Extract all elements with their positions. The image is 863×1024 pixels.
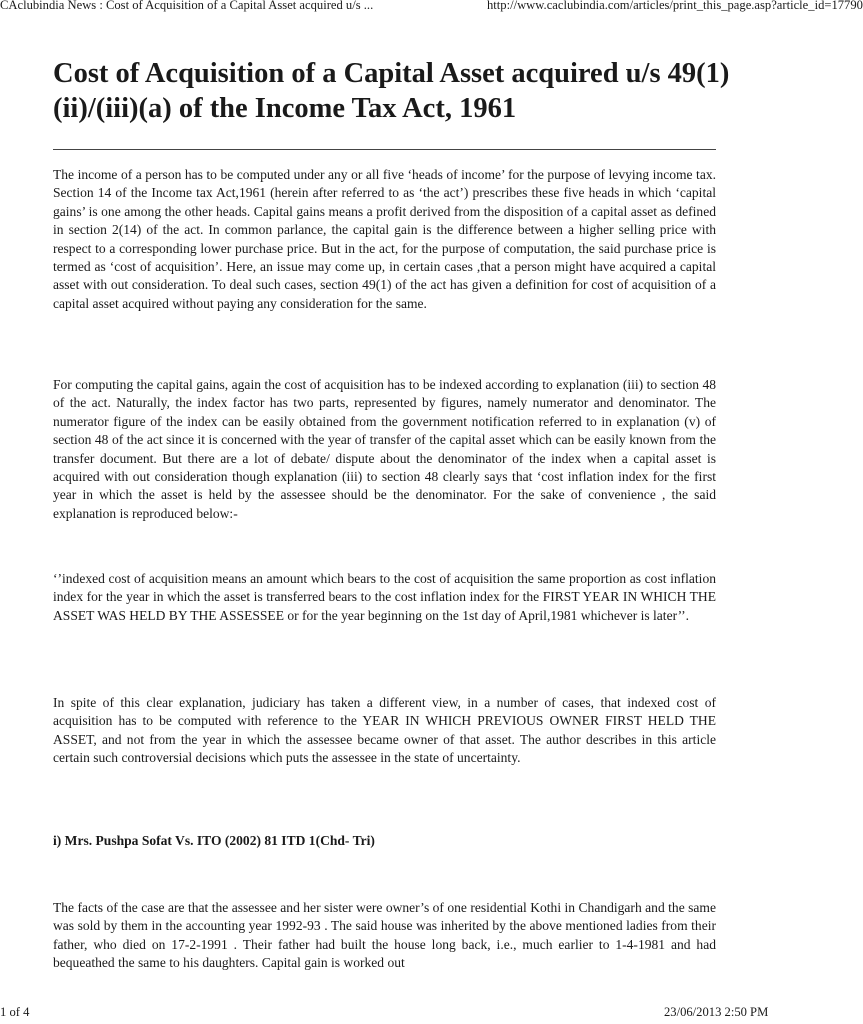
paragraph-judiciary-view: In spite of this clear explanation, judiciary has taken a different view, in a number of cases, that indexed cost of acquisition has to be computed with reference to the YEAR IN WHICH PREVIOUS OWNER FIRST HELD THE ASSET, and not from the year in which the assessee became owner of that asset. The author describes in this article certain such controversial decisions which puts the assessee in the state of uncertainty. [53, 695, 716, 766]
paragraph-explanation-quote: ‘’indexed cost of acquisition means an amount which bears to the cost of acquisition the same proportion as cost inflation index for the year in which the asset is transferred bears to the cost inflation index for the FIRST YEAR IN WHICH THE ASSET WAS HELD BY THE ASSESSEE or for the year beginning on the 1st day of April,1981 whichever is later’’. [53, 571, 716, 623]
browser-page-title: CAclubindia News : Cost of Acquisition of a Capital Asset acquired u/s ... [0, 0, 374, 12]
paragraph-intro: The income of a person has to be computed under any or all five ‘heads of income’ for the purpose of levying income tax. Section 14 of the Income tax Act,1961 (herein after referred to as ‘the act’) prescribes these five heads in which ‘capital gains’ is one among the other heads. Capital gains means a profit derived from the disposition of a capital asset as defined in section 2(14) of the act. In common parlance, the capital gain is the difference between a higher selling price with respect to a corresponding lower purchase price. But in the act, for the purpose of computation, the said purchase price is termed as ‘cost of acquisition’. Here, an issue may come up, in certain cases ,that a person might have acquired a capital asset with out consideration. To deal such cases, section 49(1) of the act has given a definition for cost of acquisition of a capital asset acquired without paying any consideration for the same. [53, 167, 716, 311]
page-url[interactable]: http://www.caclubindia.com/articles/print_this_page.asp?article_id=17790 [487, 0, 863, 12]
case-heading: i) Mrs. Pushpa Sofat Vs. ITO (2002) 81 ITD 1(Chd- Tri) [53, 833, 375, 848]
page-indicator: 1 of 4 [0, 1005, 30, 1019]
paragraph-case-facts: The facts of the case are that the assessee and her sister were owner’s of one residential Kothi in Chandigarh and the same was sold by them in the accounting year 1992-93 . The said house was inherited by the above mentioned ladies from their father, who died on 17-2-1991 . Their father had built the house long back, i.e., much earlier to 1-4-1981 and had bequeathed the same to his daughters. Capital gain is worked out [53, 900, 716, 971]
paragraph-indexation: For computing the capital gains, again the cost of acquisition has to be indexed according to explanation (iii) to section 48 of the act. Naturally, the index factor has two parts, represented by figures, namely numerator and denominator. The numerator figure of the index can be easily obtained from the government notification referred to in explanation (v) of section 48 of the act since it is concerned with the year of transfer of the capital asset which can be easily known from the transfer document. But there are a lot of debate/ dispute about the denominator of the index when a capital asset is acquired with out consideration though explanation (iii) to section 48 clearly says that ‘cost inflation index for the first year in which the asset is held by the assessee should be the denominator. For the sake of convenience , the said explanation is reproduced below:- [53, 377, 716, 521]
title-divider [53, 149, 716, 150]
article-title: Cost of Acquisition of a Capital Asset acquired u/s 49(1)(ii)/(iii)(a) of the Income Tax Act, 1961 [53, 58, 730, 124]
print-timestamp: 23/06/2013 2:50 PM [664, 1005, 769, 1019]
